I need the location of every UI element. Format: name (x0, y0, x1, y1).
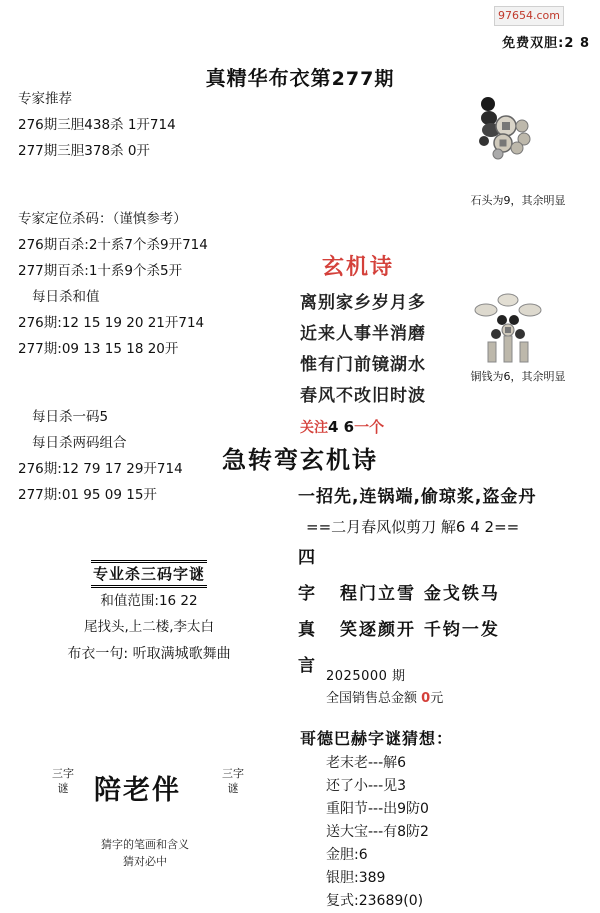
expert-recommend-heading: 专家推荐 (18, 91, 72, 107)
guanzhu-label: 关注 (300, 420, 328, 436)
riddle-tag-left: 三字谜 (52, 767, 74, 795)
pro-kill-title-wrap (18, 550, 280, 588)
list-item: 276期:12 79 17 29开714 (18, 461, 183, 477)
list-item: 277期三胆378杀 0开 (18, 143, 150, 159)
guanzhu-numbers: 4 6 (328, 418, 355, 436)
poem-line: 惟有门前镜湖水 (300, 355, 426, 375)
list-item: 送大宝---有8防2 (326, 824, 429, 840)
row-label: 真 (298, 620, 315, 640)
riddle-note-line-2: 猜对必中 (123, 855, 167, 868)
guanzhu-suffix: 一个 (354, 418, 385, 436)
jizhuanwan-title: 急转弯玄机诗 (222, 446, 378, 474)
list-item: 银胆:389 (326, 870, 386, 886)
sales-total-unit: 元 (430, 691, 444, 706)
daily-sum-heading: 每日杀和值 (32, 289, 100, 305)
list-item: 金胆:6 (326, 847, 368, 863)
row-body: 程门立雪 金戈铁马 (340, 584, 500, 604)
guanzhu-line (300, 416, 384, 437)
coin-pile-illustration-2 (468, 290, 548, 370)
riddle-note (20, 836, 270, 870)
tail-line: 尾找头,上二楼,李太白 (83, 619, 215, 635)
coin-pile-illustration-1 (470, 96, 540, 176)
zhao-sentence: 一招先,连锅端,偷琼浆,盗金丹 (298, 487, 537, 507)
expert-recommend-block (18, 86, 280, 164)
equation-sentence: ==二月春风似剪刀 解6 4 2== (306, 518, 520, 536)
coin-caption-2: 铜钱为6，其余明显 (470, 370, 566, 383)
title-prefix: 真精华布衣第 (205, 66, 332, 90)
list-item: 277期百杀:1十系9个杀5开 (18, 263, 183, 279)
list-item: 重阳节---出9防0 (326, 801, 429, 817)
xuanji-poem (300, 288, 426, 412)
list-item: 277期:01 95 09 15开 (18, 487, 157, 503)
row-label: 四 (298, 548, 315, 568)
sum-range-line: 和值范围:16 22 (100, 593, 198, 609)
sales-period: 2025000 期 (326, 669, 406, 684)
xuanji-poem-title: 玄机诗 (322, 255, 395, 280)
row-label: 言 (298, 656, 315, 676)
sales-total-line (326, 688, 443, 710)
goldbach-title: 哥德巴赫字谜猜想： (300, 729, 454, 748)
list-item: 276期百杀:2十系7个杀9开714 (18, 237, 208, 253)
list-item: 276期三胆438杀 1开714 (18, 117, 176, 133)
pro-kill-three-code-title: 专业杀三码字谜 (91, 560, 207, 588)
row-label: 字 (298, 584, 315, 604)
free-dan-label: 免费双胆:2 8 (502, 36, 590, 51)
poem-line: 离别家乡岁月多 (300, 293, 426, 313)
row-body: 笑逐颜开 千钧一发 (340, 620, 500, 640)
spacer (18, 524, 280, 550)
riddle-main-text: 陪老伴 (94, 775, 181, 806)
spacer (18, 378, 280, 404)
list-item: 276期:12 15 19 20 21开714 (18, 315, 205, 331)
spacer (18, 180, 280, 206)
four-char-truth-grid (298, 540, 598, 684)
kill-code-block (18, 206, 280, 362)
daily-two-code-heading: 每日杀两码组合 (32, 435, 127, 451)
table-row (298, 612, 598, 648)
list-item: 277期:09 13 15 18 20开 (18, 341, 179, 357)
poem-line: 春风不改旧时波 (300, 386, 426, 406)
coin-caption-1: 石头为9，其余明显 (470, 194, 566, 207)
riddle-tag-right: 三字谜 (222, 767, 244, 795)
list-item: 还了小---见3 (326, 778, 407, 794)
list-item: 复式:23689(0) (326, 893, 424, 909)
goldbach-list (326, 752, 429, 913)
left-column (18, 86, 280, 668)
table-row (298, 540, 598, 576)
table-row (298, 576, 598, 612)
watermark-label: 97654.com (494, 6, 564, 26)
daily-one-code: 每日杀一码5 (32, 409, 109, 425)
kill-code-heading: 专家定位杀码：（谨慎参考） (18, 211, 187, 227)
riddle-box (20, 760, 270, 830)
riddle-note-line-1: 猜字的笔画和含义 (101, 838, 189, 851)
list-item: 老末老---解6 (326, 755, 407, 771)
buyi-sentence: 布衣一句: 听取满城歌舞曲 (67, 646, 231, 662)
sales-total-value: 0 (421, 691, 431, 706)
sales-total-label: 全国销售总金额 (326, 691, 418, 706)
sales-block (326, 666, 443, 710)
title-issue: 277期 (331, 68, 395, 90)
poem-line: 近来人事半消磨 (300, 324, 426, 344)
